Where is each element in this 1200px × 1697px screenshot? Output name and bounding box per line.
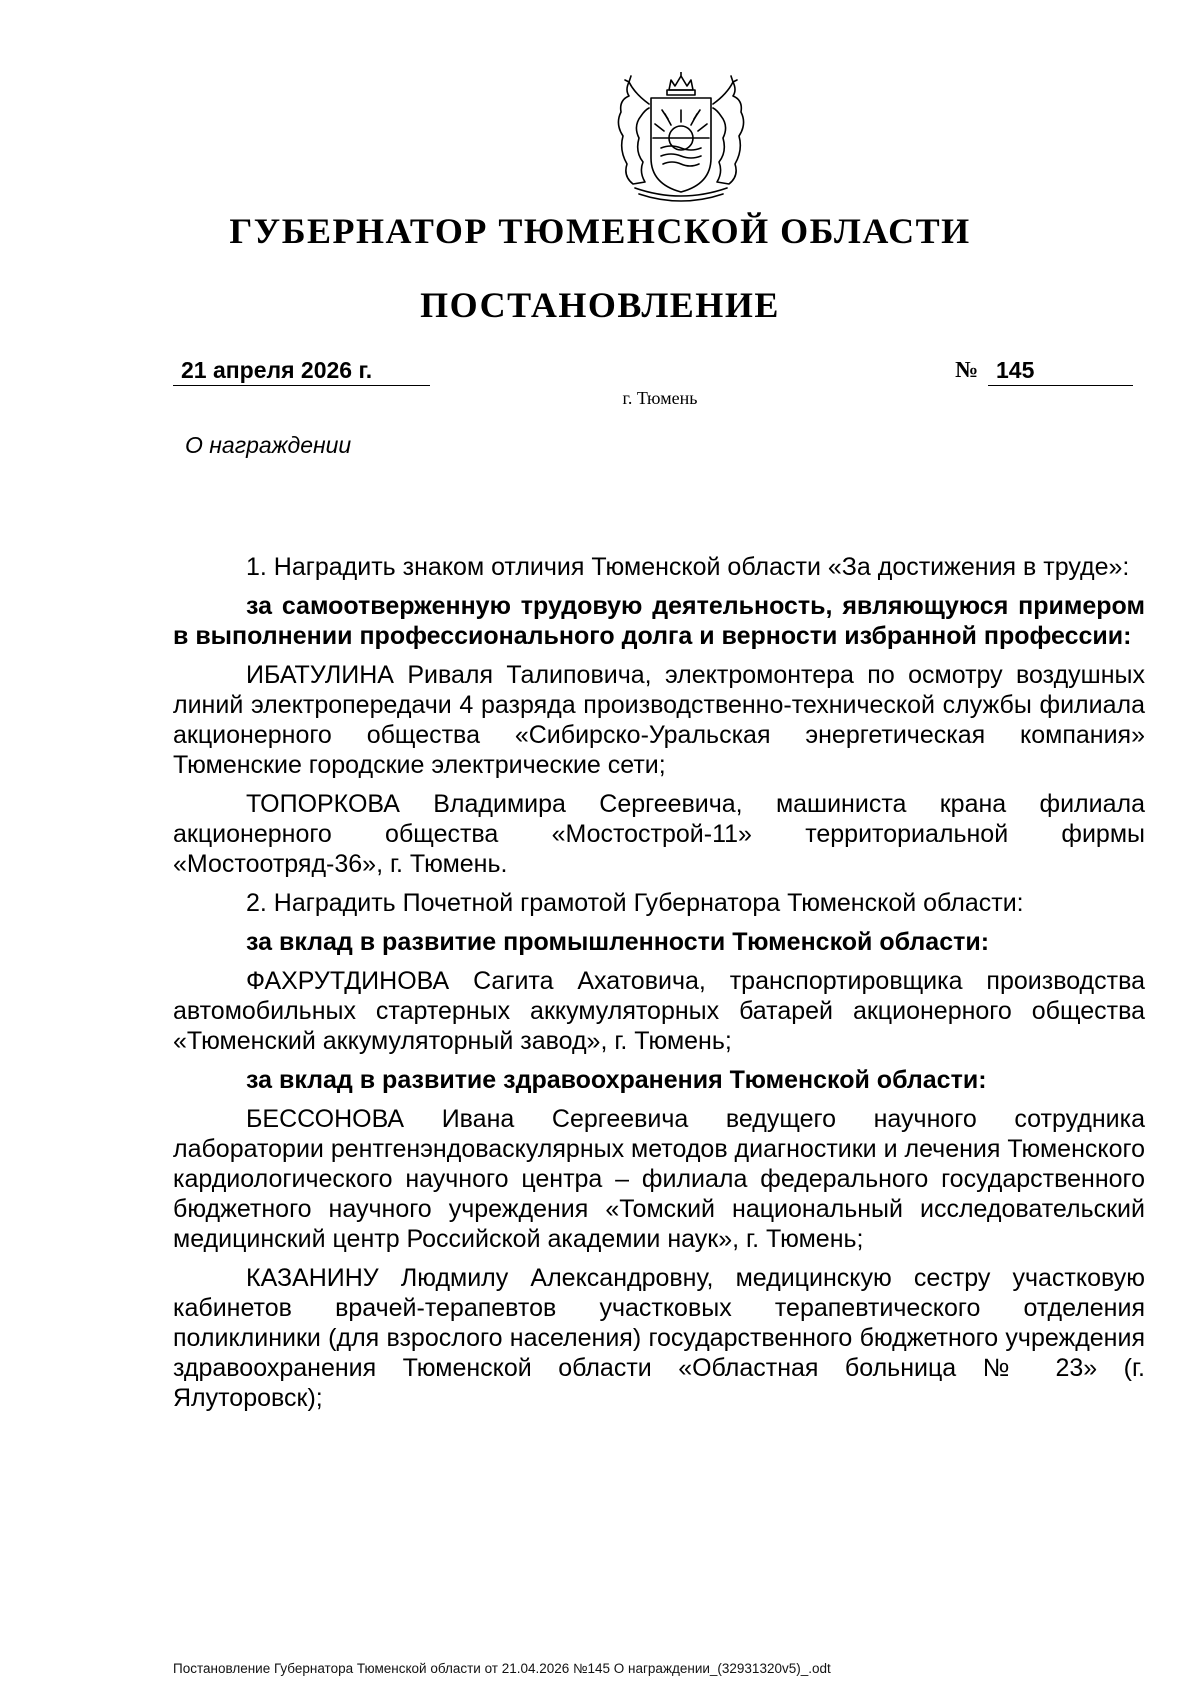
awardee-paragraph: КАЗАНИНУ Людмилу Александровну, медицинскую сестру участковую кабинетов врачей-терапевтов участковых терапевтического отделения поликлиники (для взрослого населения) государственного бюджетного учреждения здравоохранения Тюменской области «Областная больница № 23» (г. Ялуторовск);	[173, 1264, 1145, 1412]
document-type-title: ПОСТАНОВЛЕНИЕ	[420, 285, 780, 325]
document-subject: О награждении	[185, 432, 352, 458]
document-number: 145	[988, 356, 1133, 386]
document-date: 21 апреля 2026 г.	[173, 356, 430, 386]
award-reason-heading: за вклад в развитие промышленности Тюменской области:	[246, 928, 990, 956]
coat-of-arms-icon	[605, 72, 757, 202]
award-reason-heading: за вклад в развитие здравоохранения Тюменской области:	[246, 1066, 987, 1094]
awardee-paragraph: ТОПОРКОВА Владимира Сергеевича, машиниста крана филиала акционерного общества «Мостострой-11» территориальной фирмы «Мостоотряд-36», г. Тюмень.	[173, 790, 1145, 878]
document-city: г. Тюмень	[622, 388, 698, 408]
document-body	[173, 552, 1145, 1422]
awardee-paragraph: ИБАТУЛИНА Риваля Талиповича, электромонтера по осмотру воздушных линий электропередачи 4 разряда производственно-технической службы филиала акционерного общества «Сибирско-Уральская энергетическая компания» Тюменские городские электрические сети;	[173, 661, 1145, 779]
paragraph-item-2: 2. Наградить Почетной грамотой Губернатора Тюменской области:	[246, 889, 1024, 917]
award-reason-heading: за самоотверженную трудовую деятельность, являющуюся примером в выполнении профессионального долга и верности избранной профессии:	[173, 592, 1145, 650]
issuer-title: ГУБЕРНАТОР ТЮМЕНСКОЙ ОБЛАСТИ	[229, 211, 971, 251]
number-sign: №	[955, 357, 979, 382]
file-footer: Постановление Губернатора Тюменской области от 21.04.2026 №145 О награждении_(32931320v5)_.odt	[173, 1661, 831, 1676]
awardee-paragraph: БЕССОНОВА Ивана Сергеевича ведущего научного сотрудника лаборатории рентгенэндоваскулярных методов диагностики и лечения Тюменского кардиологического научного центра – филиала федерального государственного бюджетного научного учреждения «Томский национальный исследовательский медицинский центр Российской академии наук», г. Тюмень;	[173, 1105, 1145, 1253]
awardee-paragraph: ФАХРУТДИНОВА Сагита Ахатовича, транспортировщика производства автомобильных стартерных аккумуляторных батарей акционерного общества «Тюменский аккумуляторный завод», г. Тюмень;	[173, 967, 1145, 1055]
paragraph-item-1: 1. Наградить знаком отличия Тюменской области «За достижения в труде»:	[246, 553, 1130, 581]
